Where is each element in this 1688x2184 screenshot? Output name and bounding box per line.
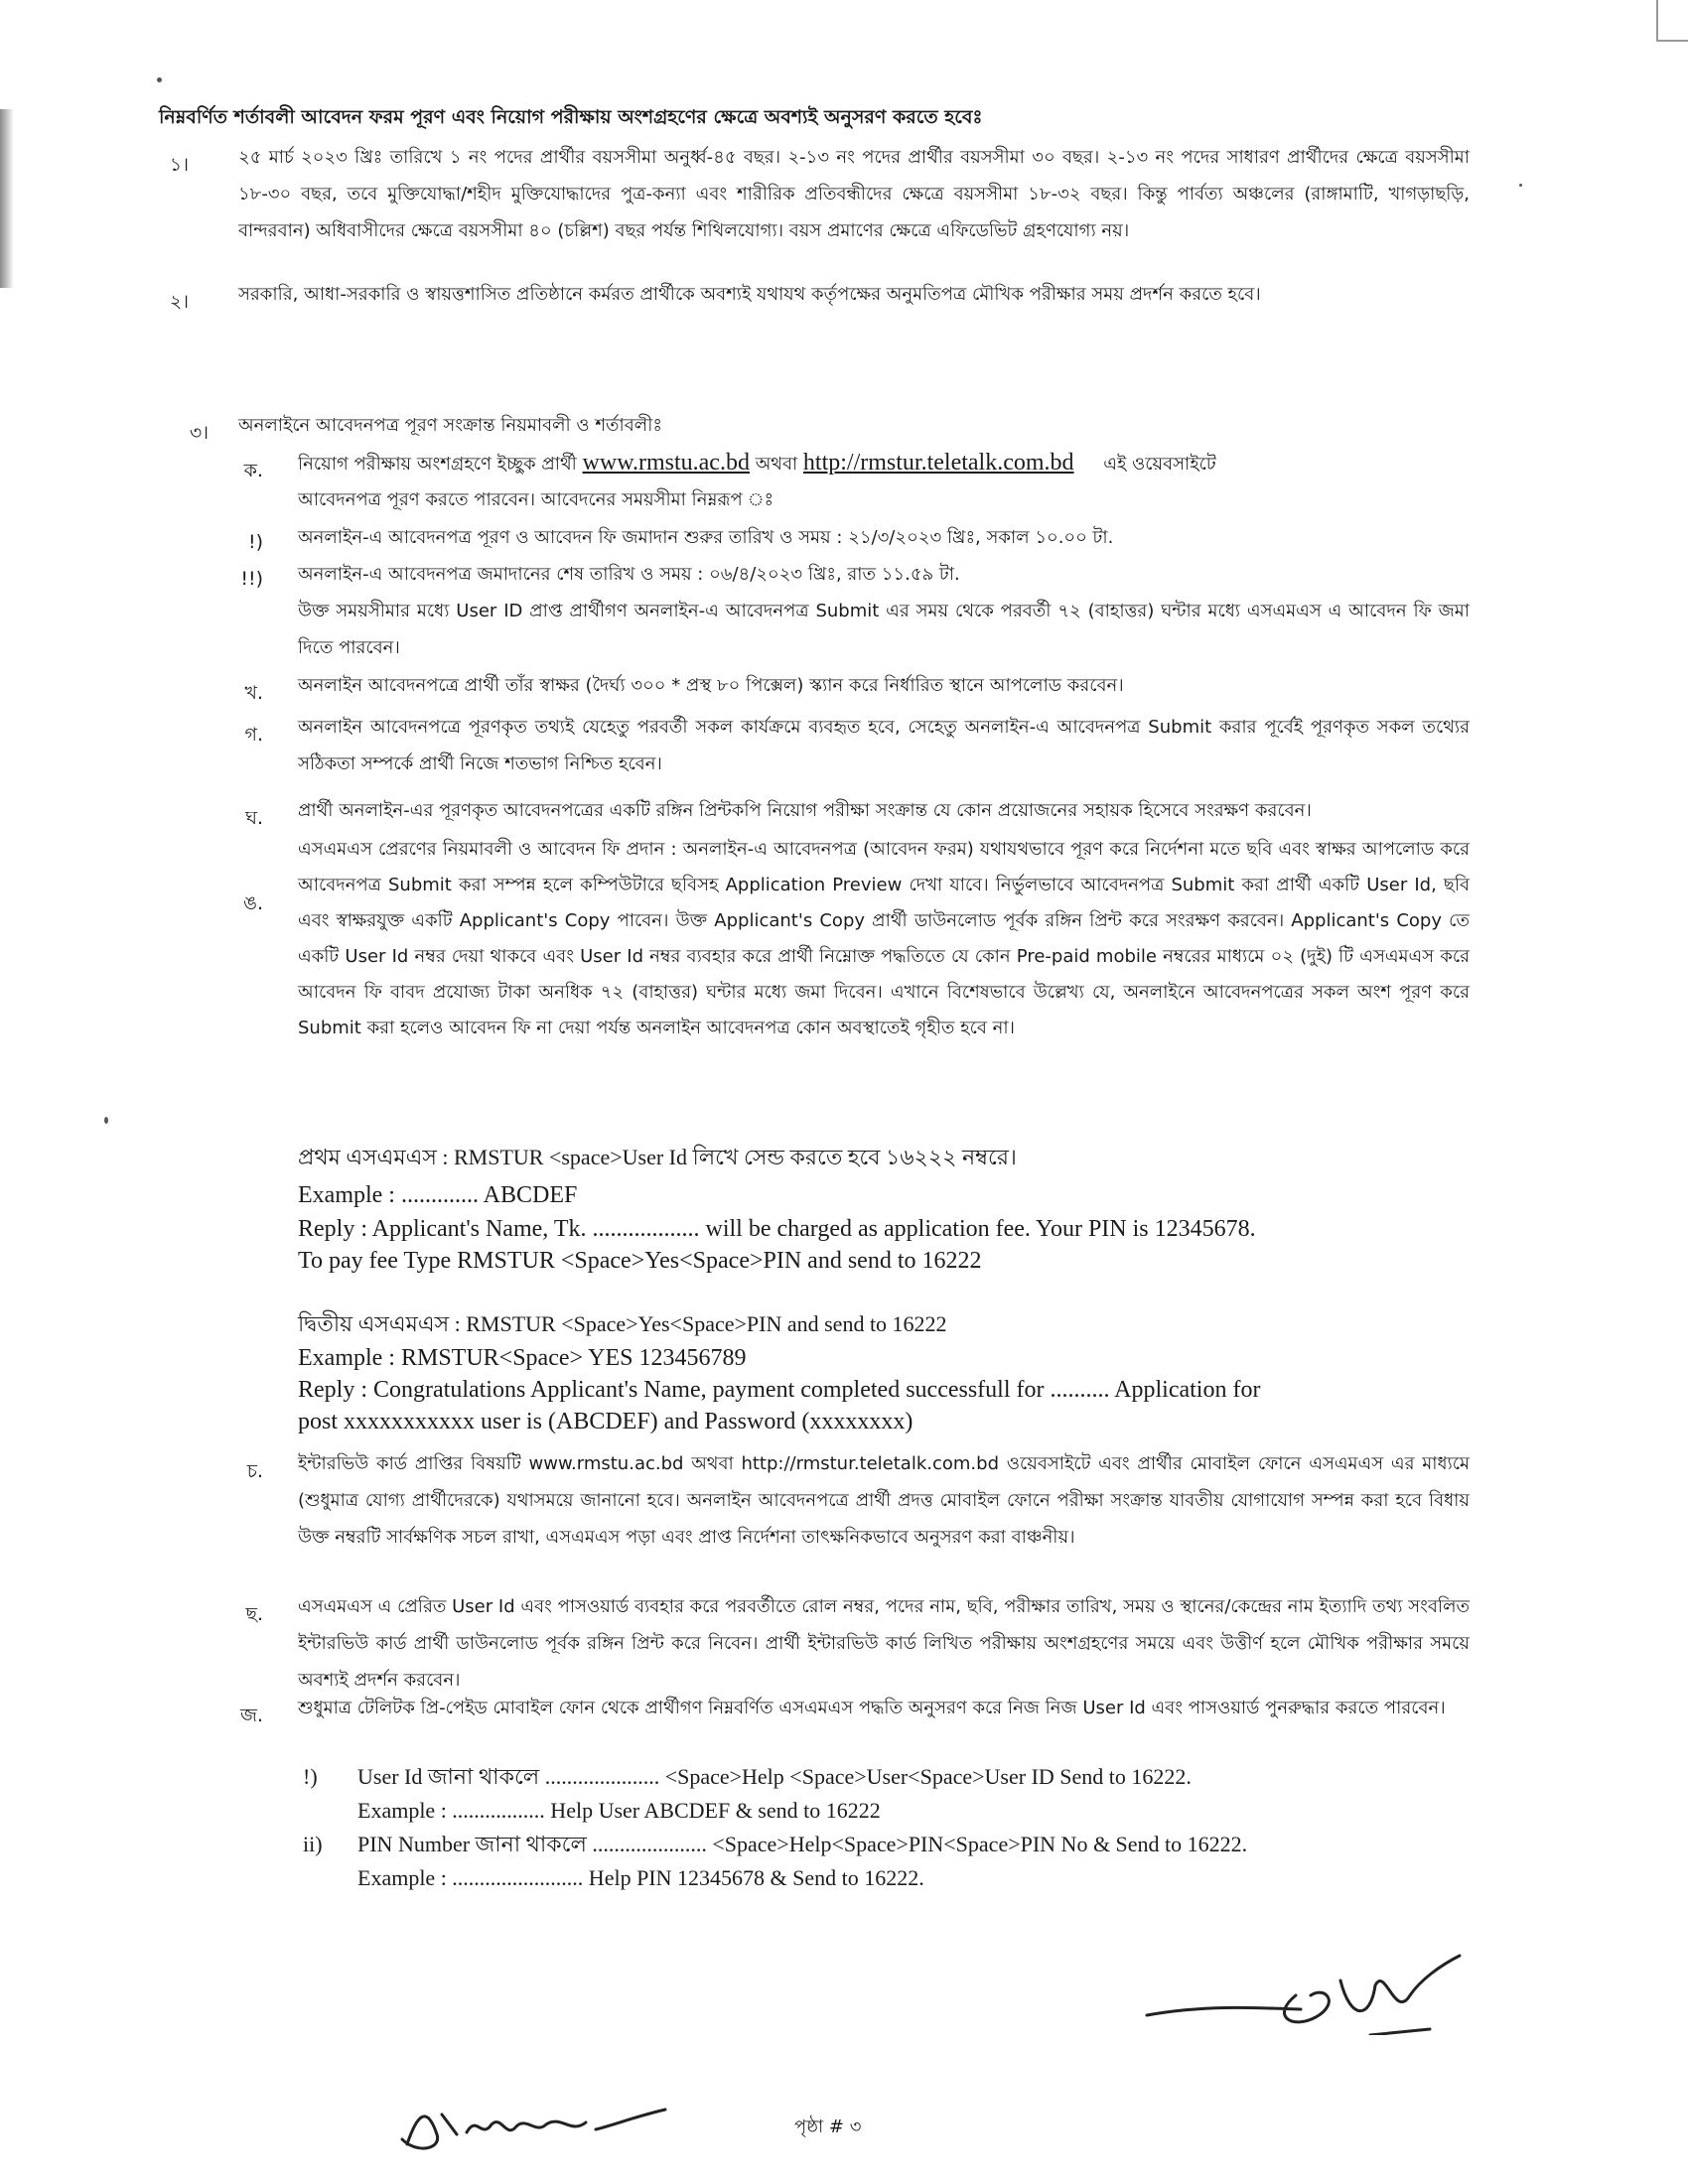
item-marker: !) [247, 531, 263, 553]
item-text: ইন্টারভিউ কার্ড প্রাপ্তির বিষয়টি www.rmstu.ac.bd অথবা http://rmstur.teletalk.com.bd ওয়েবসাইটে এবং প্রার্থীর মোবাইল ফোনে এসএমএস এর মাধ্যমে (শুধুমাত্র যোগ্য প্রার্থীদেরকে) যথাসময়ে জানানো হবে। অনলাইন আবেদনপত্রে প্রার্থী প্রদত্ত মোবাইল ফোনে পরীক্ষা সংক্রান্ত যাবতীয় যোগাযোগ সম্পন্ন করা হবে বিধায় উক্ত নম্বরটি সার্বক্ষণিক সচল রাখা, এসএমএস পড়া এবং প্রাপ্ত নির্দেশনা তাৎক্ষনিকভাবে অনুসরণ করা বাঞ্চনীয়। [298, 1453, 1470, 1548]
scan-speck [104, 1117, 108, 1124]
sms-line: প্রথম এসএমএস : RMSTUR <space>User Id লিখে সেন্ড করতে হবে ১৬২২২ নম্বরে। [298, 1145, 1017, 1169]
signature-left [397, 2095, 685, 2164]
item-text: আবেদনপত্র পূরণ করতে পারবেন। আবেদনের সময়সীমা নিম্নরূপ ঃ [298, 489, 774, 510]
item-marker: !) [303, 1764, 318, 1789]
item-marker: চ. [246, 1460, 263, 1482]
item-text: শুধুমাত্র টেলিটক প্রি-পেইড মোবাইল ফোন থেকে প্রার্থীগণ নিম্নবর্ণিত এসএমএস পদ্ধতি অনুসরণ করে নিজ নিজ User Id এবং পাসওয়ার্ড পুনরুদ্ধার করতে পারবেন। [298, 1698, 1446, 1718]
recovery-line: User Id জানা থাকলে ..................... <Space>Help <Space>User<Space>User ID Send to 16222. [357, 1764, 1192, 1789]
item-text: অনলাইন-এ আবেদনপত্র জমাদানের শেষ তারিখ ও সময় : ০৬/৪/২০২৩ খ্রিঃ, রাত ১১.৫৯ টা. [298, 564, 960, 585]
page-number: পৃষ্ঠা # ৩ [794, 2116, 862, 2137]
section-text: সরকারি, আধা-সরকারি ও স্বায়ত্তশাসিত প্রতিষ্ঠানে কর্মরত প্রার্থীকে অবশ্যই যথাযথ কর্তৃপক্ষের অনুমতিপত্র মৌখিক পরীক্ষার সময় প্রদর্শন করতে হবে। [238, 284, 1261, 305]
item-text: অনলাইন আবেদনপত্রে প্রার্থী তাঁর স্বাক্ষর (দৈর্ঘ্য ৩০০ * প্রস্থ ৮০ পিক্সেল) স্ক্যান করে নির্ধারিত স্থানে আপলোড করবেন। [298, 675, 1124, 696]
item-marker: ঙ. [243, 892, 263, 914]
item-text: অনলাইন আবেদনপত্রে পূরণকৃত তথ্যই যেহেতু পরবর্তী সকল কার্যক্রমে ব্যবহৃত হবে, সেহেতু অনলাইন-এ আবেদনপত্র Submit করার পূর্বেই পূরণকৃত সকল তথ্যের সঠিকতা সম্পর্কে প্রার্থী নিজে শতভাগ নিশ্চিত হবেন। [298, 717, 1470, 774]
item-marker: ii) [303, 1832, 323, 1856]
section-number: ২। [169, 291, 189, 313]
item-marker: জ. [239, 1705, 263, 1726]
item-marker: ছ. [245, 1603, 263, 1625]
item-text: প্রার্থী অনলাইন-এর পূরণকৃত আবেদনপত্রের একটি রঙ্গিন প্রিন্টকপি নিয়োগ পরীক্ষা সংক্রান্ত যে কোন প্রয়োজনের সহায়ক হিসেবে সংরক্ষণ করবেন। [298, 800, 1312, 821]
sms-line: Reply : Congratulations Applicant's Name, payment completed successfull for .......... Application for [298, 1377, 1261, 1403]
item-text: অনলাইন-এ আবেদনপত্র পূরণ ও আবেদন ফি জমাদান শুরুর তারিখ ও সময় : ২১/৩/২০২৩ খ্রিঃ, সকাল ১০.০০ টা. [298, 527, 1114, 548]
recovery-line: PIN Number জানা থাকলে ..................... <Space>Help<Space>PIN<Space>PIN No & Send to 16222. [357, 1832, 1248, 1856]
item-text: এসএমএস এ প্রেরিত User Id এবং পাসওয়ার্ড ব্যবহার করে পরবর্তীতে রোল নম্বর, পদের নাম, ছবি, পরীক্ষার তারিখ, সময় ও স্থানের/কেন্দ্রের নাম ইত্যাদি তথ্য সংবলিত ইন্টারভিউ কার্ড প্রার্থী ডাউনলোড পূর্বক রঙ্গিন প্রিন্ট করে নিবেন। প্রার্থী ইন্টারভিউ কার্ড লিখিত পরীক্ষায় অংশগ্রহণের সময়ে এবং উত্তীর্ণ হলে মৌখিক পরীক্ষার সময়ে অবশ্যই প্রদর্শন করবেন। [298, 1596, 1470, 1691]
website-link[interactable]: www.rmstu.ac.bd [582, 450, 750, 476]
section-number: ৩। [189, 422, 209, 444]
section-text: অনলাইনে আবেদনপত্র পূরণ সংক্রান্ত নিয়মাবলী ও শর্তাবলীঃ [238, 415, 662, 436]
item-text: উক্ত সময়সীমার মধ্যে User ID প্রাপ্ত প্রার্থীগণ অনলাইন-এ আবেদনপত্র Submit এর সময় থেকে পরবর্তী ৭২ (বাহাত্তর) ঘন্টার মধ্যে এসএমএস এ আবেদন ফি জমা দিতে পারবেন। [298, 601, 1470, 658]
item-marker: !!) [240, 568, 263, 590]
item-marker: ঘ. [245, 807, 263, 829]
section-number: ১। [169, 154, 189, 176]
sms-line: দ্বিতীয় এসএমএস : RMSTUR <Space>Yes<Space>PIN and send to 16222 [298, 1311, 947, 1336]
item-text-part: এই ওয়েবসাইটে [1103, 454, 1216, 475]
item-text-part: অথবা [755, 454, 798, 475]
signature-right [1142, 1926, 1470, 2035]
scan-speck [157, 77, 162, 82]
teletalk-link[interactable]: http://rmstur.teletalk.com.bd [802, 450, 1074, 476]
sms-line: Reply : Applicant's Name, Tk. .................. will be charged as application fee. Your PIN is 12345678. [298, 1216, 1256, 1242]
scan-speck [1519, 184, 1522, 187]
item-text-part: নিয়োগ পরীক্ষায় অংশগ্রহণে ইচ্ছুক প্রার্থী [298, 454, 577, 475]
item-text [298, 445, 1470, 482]
scan-shadow [0, 109, 14, 288]
sms-line: Example : RMSTUR<Space> YES 123456789 [298, 1345, 747, 1371]
page-corner [1656, 0, 1688, 42]
recovery-line: Example : ........................ Help PIN 12345678 & Send to 16222. [357, 1865, 924, 1890]
section-text: ২৫ মার্চ ২০২৩ খ্রিঃ তারিখে ১ নং পদের প্রার্থীর বয়সসীমা অনুর্ধ্ব-৪৫ বছর। ২-১৩ নং পদের প্রার্থীর বয়সসীমা ৩০ বছর। ২-১৩ নং পদের সাধারণ প্রার্থীদের ক্ষেত্রে বয়সসীমা ১৮-৩০ বছর, তবে মুক্তিযোদ্ধা/শহীদ মুক্তিযোদ্ধাদের পুত্র-কন্যা এবং শারীরিক প্রতিবন্ধীদের ক্ষেত্রে বয়সসীমা ১৮-৩২ বছর। কিন্তু পার্বত্য অঞ্চলের (রাঙ্গামাটি, খাগড়াছড়ি, বান্দরবান) অধিবাসীদের ক্ষেত্রে বয়সসীমা ৪০ (চল্লিশ) বছর পর্যন্ত শিথিলযোগ্য। বয়স প্রমাণের ক্ষেত্রে এফিডেভিট গ্রহণযোগ্য নয়। [238, 147, 1470, 241]
sms-line: post xxxxxxxxxxx user is (ABCDEF) and Password (xxxxxxxx) [298, 1409, 914, 1434]
sms-line: Example : ............. ABCDEF [298, 1182, 578, 1208]
item-marker: ক. [243, 460, 263, 481]
page-heading: নিম্নবর্ণিত শর্তাবলী আবেদন ফরম পূরণ এবং নিয়োগ পরীক্ষায় অংশগ্রহণের ক্ষেত্রে অবশ্যই অনুসরণ করতে হবেঃ [159, 106, 983, 128]
recovery-line: Example : ................. Help User ABCDEF & send to 16222 [357, 1798, 881, 1823]
item-marker: গ. [244, 724, 263, 746]
item-text: এসএমএস প্রেরণের নিয়মাবলী ও আবেদন ফি প্রদান : অনলাইন-এ আবেদনপত্র (আবেদন ফরম) যথাযথভাবে পূরণ করে নির্দেশনা মতে ছবি এবং স্বাক্ষর আপলোড করে আবেদনপত্র Submit করা সম্পন্ন হলে কম্পিউটারে ছবিসহ Application Preview দেখা যাবে। নির্ভুলভাবে আবেদনপত্র Submit করা প্রার্থী একটি User Id, ছবি এবং স্বাক্ষরযুক্ত একটি Applicant's Copy পাবেন। উক্ত Applicant's Copy প্রার্থী ডাউনলোড পূর্বক রঙ্গিন প্রিন্ট করে সংরক্ষণ করবেন। Applicant's Copy তে একটি User Id নম্বর দেয়া থাকবে এবং User Id নম্বর ব্যবহার করে প্রার্থী নিম্নোক্ত পদ্ধতিতে যে কোন Pre-paid mobile নম্বরের মাধ্যমে ০২ (দুই) টি এসএমএস করে আবেদন ফি বাবদ প্রযোজ্য টাকা অনধিক ৭২ (বাহাত্তর) ঘন্টার মধ্যে জমা দিবেন। এখানে বিশেষভাবে উল্লেখ্য যে, অনলাইনে আবেদনপত্রের সকল অংশ পূরণ করে Submit করা হলেও আবেদন ফি না দেয়া পর্যন্ত অনলাইন আবেদনপত্র কোন অবস্থাতেই গৃহীত হবে না। [298, 839, 1470, 1038]
item-marker: খ. [244, 682, 263, 704]
sms-line: To pay fee Type RMSTUR <Space>Yes<Space>PIN and send to 16222 [298, 1248, 982, 1274]
